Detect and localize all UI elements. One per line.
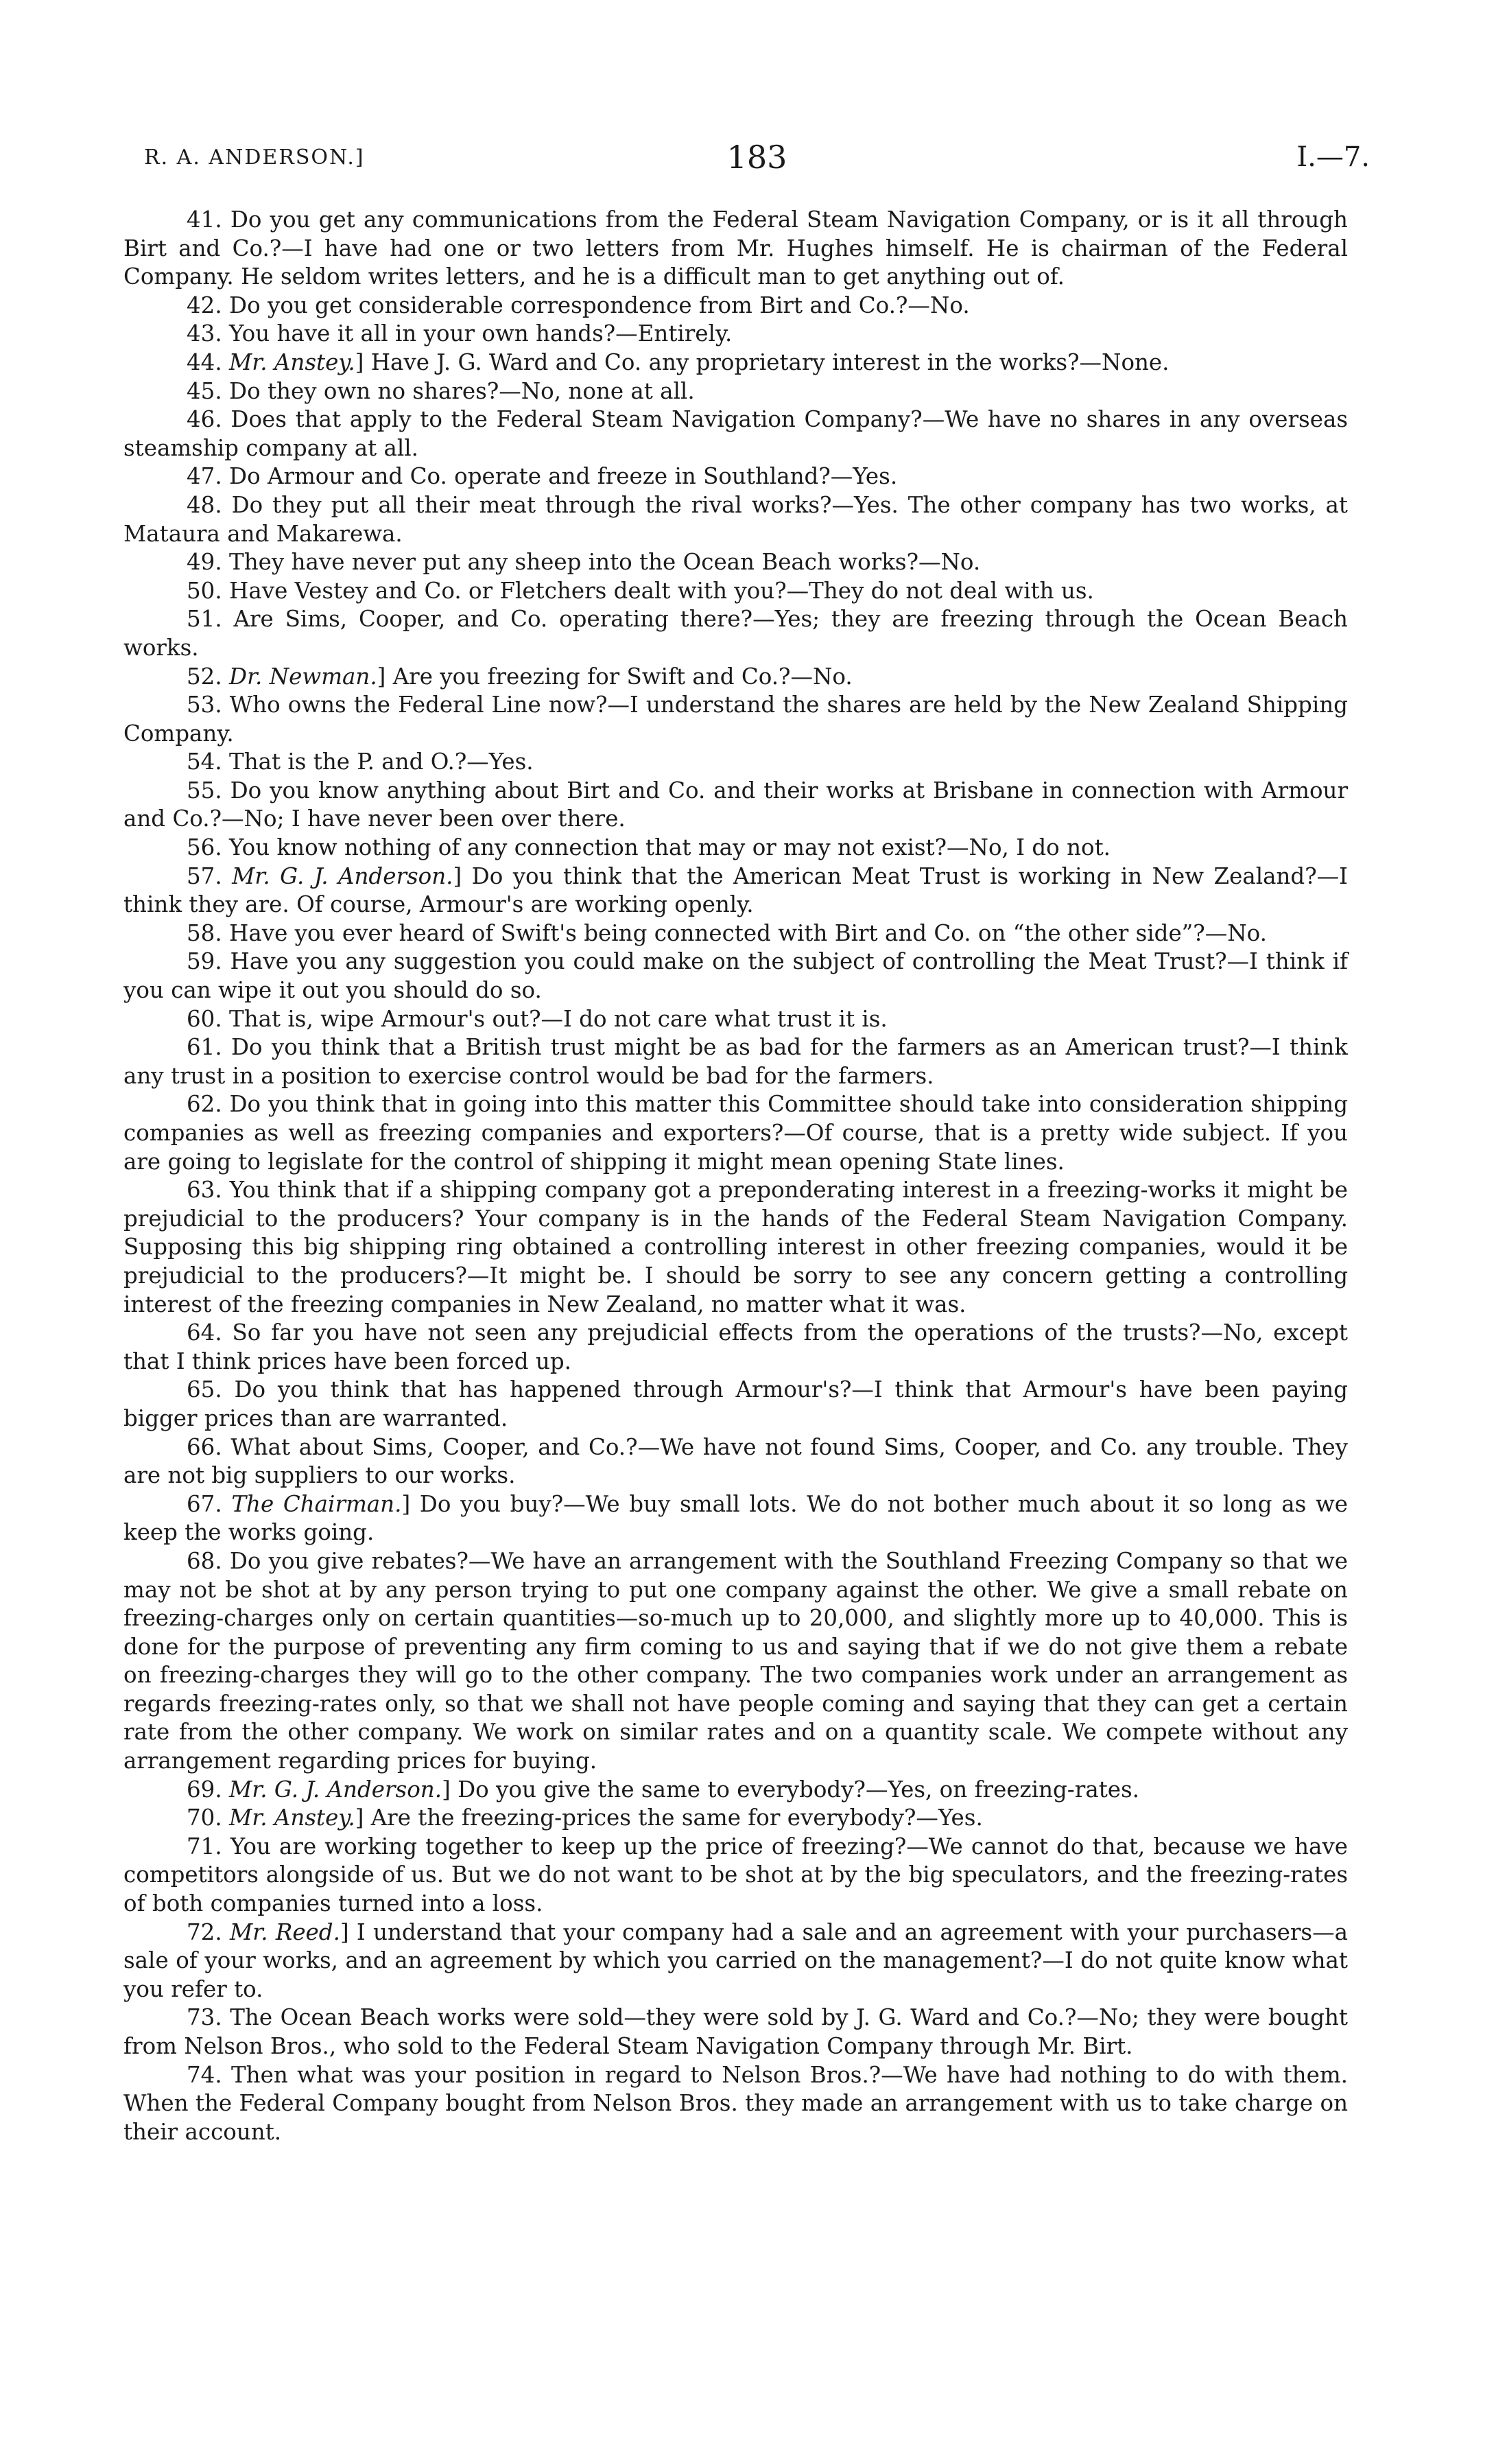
question-answer-paragraph: [123, 1033, 1348, 1090]
question-text: Do you think that has happened through Armour's?—I think that Armour's have been paying bigger prices than are warranted.: [123, 1376, 1348, 1431]
question-answer-paragraph: [123, 863, 1348, 919]
question-answer-paragraph: [123, 462, 1348, 491]
question-text: Do you get any communications from the Federal Steam Navigation Company, or is it all through Birt and Co.?—I have had one or two letters from Mr. Hughes himself. He is chairman of the Federal Company. He seldom writes letters, and he is a difficult man to get anything out of.: [123, 207, 1348, 290]
question-text: Do you think that in going into this matter this Committee should take into consideration shipping companies as well as freezing companies and exporters?—Of course, that is a pretty wide subject. If you are going to legislate for the control of shipping it might mean opening State lines.: [123, 1091, 1348, 1175]
question-text: Are the freezing-prices the same for everybody?—Yes.: [364, 1805, 983, 1831]
question-number: 41.: [187, 207, 222, 233]
question-answer-paragraph: [123, 663, 1348, 692]
question-text: Do you give the same to everybody?—Yes, on freezing-rates.: [450, 1776, 1139, 1803]
question-number: 55.: [187, 777, 222, 803]
question-text: I understand that your company had a sale and an agreement with your purchasers—a sale of your works, and an agreement by which you carried on the management?—I do not quite know what you refer to.: [123, 1919, 1348, 2002]
question-number: 46.: [187, 406, 222, 433]
question-text: Have J. G. Ward and Co. any proprietary interest in the works?—None.: [364, 349, 1170, 375]
question-number: 63.: [187, 1177, 222, 1204]
question-number: 61.: [187, 1034, 222, 1061]
question-answer-paragraph: [123, 1833, 1348, 1919]
question-number: 68.: [187, 1547, 222, 1574]
question-answer-paragraph: [123, 605, 1348, 662]
question-answer-paragraph: [123, 1804, 1348, 1833]
question-number: 60.: [187, 1005, 222, 1032]
question-answer-paragraph: [123, 548, 1348, 577]
question-answer-paragraph: [123, 1547, 1348, 1776]
question-number: 65.: [187, 1376, 222, 1403]
question-answer-paragraph: [123, 1376, 1348, 1433]
question-text: Do you get considerable correspondence from Birt and Co.?—No.: [229, 292, 970, 318]
question-answer-paragraph: [123, 2061, 1348, 2147]
question-text: They have never put any sheep into the Ocean Beach works?—No.: [229, 549, 981, 576]
question-answer-paragraph: [123, 777, 1348, 834]
question-text: Do Armour and Co. operate and freeze in Southland?—Yes.: [229, 463, 898, 490]
question-number: 71.: [187, 1833, 222, 1859]
question-number: 47.: [187, 463, 222, 490]
question-answer-paragraph: [123, 834, 1348, 863]
question-text: You have it all in your own hands?—Entirely.: [229, 320, 733, 347]
testimony-body: [123, 206, 1348, 2146]
question-answer-paragraph: [123, 1319, 1348, 1376]
speaker-bracket: ]: [442, 1776, 451, 1803]
witness-name: R. A. ANDERSON.]: [144, 145, 365, 169]
question-text: Do you give rebates?—We have an arrangement with the Southland Freezing Company so that we may not be shot at by any person trying to put one company against the other. We give a small rebate on freezing-charges only on certain quantities—so-much up to 20,000, and slightly more up to 40,000. This is done for the purpose of preventing any firm coming to us and saying that if we do not give them a rebate on freezing-charges they will go to the other company. The two companies work under an arrangement as regards freezing-rates only, so that we shall not have people coming and saying that they can get a certain rate from the other company. We work on similar rates and on a quantity scale. We compete without any arrangement regarding prices for buying.: [123, 1547, 1348, 1774]
question-answer-paragraph: [123, 1090, 1348, 1176]
question-answer-paragraph: [123, 491, 1348, 548]
question-number: 64.: [187, 1319, 222, 1346]
question-number: 42.: [187, 292, 222, 318]
question-number: 52.: [187, 663, 222, 690]
question-answer-paragraph: [123, 577, 1348, 606]
question-text: The Ocean Beach works were sold—they were sold by J. G. Ward and Co.?—No; they were bought from Nelson Bros., who sold to the Federal Steam Navigation Company through Mr. Birt.: [123, 2004, 1348, 2059]
question-number: 73.: [187, 2004, 222, 2031]
question-answer-paragraph: [123, 206, 1348, 292]
question-text: You think that if a shipping company got a preponderating interest in a freezing-works it might be prejudicial to the producers? Your company is in the hands of the Federal Steam Navigation Company. Supposing this big shipping ring obtained a controlling interest in other freezing companies, would it be prejudicial to the producers?—It might be. I should be sorry to see any concern getting a controlling interest of the freezing companies in New Zealand, no matter what it was.: [123, 1177, 1348, 1317]
question-number: 62.: [187, 1091, 222, 1118]
question-text: So far you have not seen any prejudicial effects from the operations of the trusts?—No, except that I think prices have been forced up.: [123, 1319, 1348, 1374]
question-number: 66.: [187, 1433, 222, 1460]
question-text: Do you know anything about Birt and Co. and their works at Brisbane in connection with Armour and Co.?—No; I have never been over there.: [123, 777, 1348, 832]
question-answer-paragraph: [123, 691, 1348, 748]
question-number: 48.: [187, 491, 222, 518]
speaker-bracket: ]: [377, 663, 386, 690]
question-text: What about Sims, Cooper, and Co.?—We have not found Sims, Cooper, and Co. any trouble. They are not big suppliers to our works.: [123, 1433, 1348, 1489]
speaker-name: Mr. G. J. Anderson.: [232, 863, 453, 889]
speaker-name: Mr. Anstey.: [229, 1805, 355, 1831]
question-number: 44.: [187, 349, 222, 375]
question-answer-paragraph: [123, 1919, 1348, 2004]
question-answer-paragraph: [123, 377, 1348, 406]
running-header: [144, 139, 1370, 187]
question-text: Do you buy?—We buy small lots. We do not bother much about it so long as we keep the works going.: [123, 1490, 1348, 1546]
question-number: 72.: [187, 1919, 222, 1945]
speaker-bracket: ]: [355, 349, 364, 375]
question-text: Are you freezing for Swift and Co.?—No.: [385, 663, 853, 690]
question-text: Have you any suggestion you could make on the subject of controlling the Meat Trust?—I think if you can wipe it out you should do so.: [123, 948, 1348, 1004]
report-reference: I.—7.: [1296, 141, 1370, 173]
question-text: Have you ever heard of Swift's being connected with Birt and Co. on “the other side”?—No.: [229, 919, 1267, 946]
speaker-bracket: ]: [453, 863, 462, 889]
question-answer-paragraph: [123, 1005, 1348, 1034]
page-number: 183: [726, 139, 787, 176]
speaker-bracket: ]: [355, 1805, 364, 1831]
question-answer-paragraph: [123, 748, 1348, 777]
question-answer-paragraph: [123, 919, 1348, 948]
question-answer-paragraph: [123, 1776, 1348, 1805]
speaker-name: The Chairman.: [231, 1490, 402, 1517]
question-number: 70.: [187, 1805, 222, 1831]
question-answer-paragraph: [123, 320, 1348, 349]
question-number: 43.: [187, 320, 222, 347]
question-number: 57.: [187, 863, 222, 889]
speaker-bracket: ]: [340, 1919, 349, 1945]
question-number: 69.: [187, 1776, 222, 1803]
question-answer-paragraph: [123, 1490, 1348, 1547]
question-text: Have Vestey and Co. or Fletchers dealt with you?—They do not deal with us.: [229, 577, 1094, 604]
question-text: Do they own no shares?—No, none at all.: [229, 377, 695, 404]
speaker-bracket: ]: [401, 1490, 411, 1517]
question-text: Then what was your position in regard to Nelson Bros.?—We have had nothing to do with them. When the Federal Company bought from Nelson Bros. they made an arrangement with us to take charge on their account.: [123, 2061, 1348, 2145]
question-number: 53.: [187, 692, 222, 718]
speaker-name: Dr. Newman.: [229, 663, 377, 690]
question-number: 49.: [187, 549, 222, 576]
question-number: 56.: [187, 834, 222, 861]
question-number: 50.: [187, 577, 222, 604]
question-text: You know nothing of any connection that may or may not exist?—No, I do not.: [229, 834, 1111, 861]
question-answer-paragraph: [123, 1433, 1348, 1490]
question-number: 58.: [187, 919, 222, 946]
question-answer-paragraph: [123, 948, 1348, 1005]
question-text: Do you think that a British trust might be as bad for the farmers as an American trust?—I think any trust in a position to exercise control would be bad for the farmers.: [123, 1034, 1348, 1089]
question-text: Who owns the Federal Line now?—I understand the shares are held by the New Zealand Shipping Company.: [123, 692, 1348, 747]
speaker-name: Mr. Anstey.: [229, 349, 355, 375]
question-answer-paragraph: [123, 1176, 1348, 1319]
question-text: That is the P. and O.?—Yes.: [229, 749, 534, 775]
question-number: 54.: [187, 749, 222, 775]
question-number: 51.: [187, 606, 222, 633]
question-answer-paragraph: [123, 349, 1348, 377]
question-text: Does that apply to the Federal Steam Navigation Company?—We have no shares in any overseas steamship company at all.: [123, 406, 1348, 461]
question-number: 67.: [187, 1490, 222, 1517]
question-text: Are Sims, Cooper, and Co. operating there?—Yes; they are freezing through the Ocean Beach works.: [123, 606, 1348, 661]
question-answer-paragraph: [123, 292, 1348, 320]
question-number: 59.: [187, 948, 222, 975]
question-answer-paragraph: [123, 406, 1348, 462]
question-answer-paragraph: [123, 2004, 1348, 2061]
speaker-name: Mr. G. J. Anderson.: [229, 1776, 442, 1803]
question-number: 45.: [187, 377, 222, 404]
question-text: That is, wipe Armour's out?—I do not care what trust it is.: [229, 1005, 888, 1032]
question-text: You are working together to keep up the price of freezing?—We cannot do that, because we have competitors alongside of us. But we do not want to be shot at by the big speculators, and the freezing-rates of both companies turned into a loss.: [123, 1833, 1348, 1917]
question-text: Do you think that the American Meat Trust is working in New Zealand?—I think they are. Of course, Armour's are working openly.: [123, 863, 1348, 918]
speaker-name: Mr. Reed.: [229, 1919, 340, 1945]
question-number: 74.: [187, 2061, 222, 2088]
question-text: Do they put all their meat through the rival works?—Yes. The other company has two works, at Mataura and Makarewa.: [123, 491, 1348, 547]
